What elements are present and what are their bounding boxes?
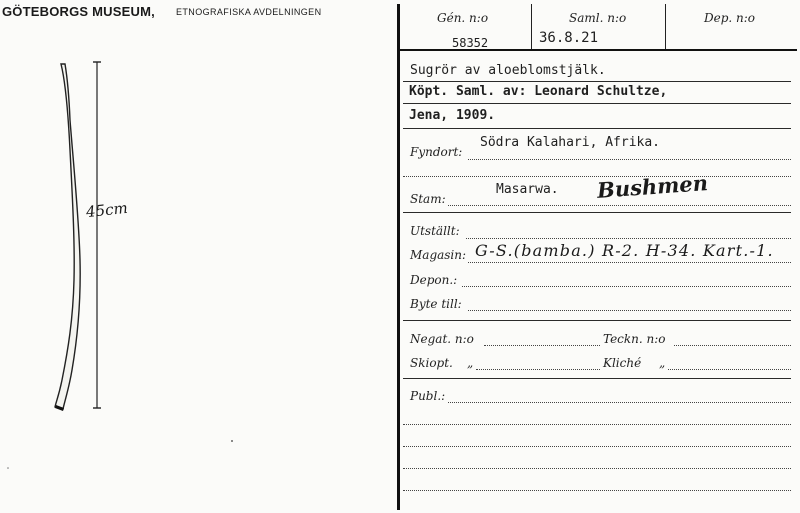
blank-line	[403, 446, 791, 447]
depon-line	[462, 286, 791, 287]
description-line: Köpt. Saml. av: Leonard Schultze,	[409, 84, 668, 99]
card-left-border	[397, 4, 400, 510]
byte-till-label: Byte till:	[410, 297, 462, 311]
depon-label: Depon.:	[410, 273, 458, 287]
fyndort-line	[468, 159, 791, 160]
teckn-label: Teckn. n:o	[603, 332, 666, 346]
stam-value: Masarwa.	[496, 182, 559, 197]
top-row-divider	[531, 4, 532, 49]
top-row-divider	[665, 4, 666, 49]
blank-line	[403, 468, 791, 469]
object-drawing	[0, 0, 395, 513]
skiopt-line	[476, 369, 600, 370]
negat-label: Negat. n:o	[410, 332, 474, 346]
magasin-line	[468, 262, 791, 263]
saml-no-value: 36.8.21	[539, 30, 599, 46]
section-rule	[403, 378, 791, 379]
negat-line	[484, 345, 600, 346]
description-line: Sugrör av aloeblomstjälk.	[410, 63, 606, 78]
paper-speck	[231, 440, 233, 442]
museum-name: GÖTEBORGS MUSEUM,	[2, 4, 155, 19]
gen-no-label: Gén. n:o	[437, 11, 489, 25]
kliche-ditto-mark: „	[659, 356, 666, 370]
ruled-line	[403, 128, 791, 129]
ruled-line	[403, 81, 791, 82]
stam-line	[448, 205, 791, 206]
gen-no-value: 58352	[452, 36, 489, 50]
blank-line	[403, 424, 791, 425]
blank-line	[403, 490, 791, 491]
byte-till-line	[468, 310, 791, 311]
skiopt-label: Skiopt.	[410, 356, 453, 370]
stam-label: Stam:	[410, 192, 446, 206]
paper-speck	[7, 467, 9, 469]
section-rule	[403, 212, 791, 213]
teckn-line	[674, 345, 791, 346]
dimension-label: 45cm	[85, 198, 129, 222]
utstallt-line	[466, 238, 791, 239]
object-outline	[55, 64, 80, 409]
section-rule	[403, 320, 791, 321]
dep-no-label: Dep. n:o	[704, 11, 756, 25]
saml-no-label: Saml. n:o	[569, 11, 627, 25]
publ-line	[448, 402, 791, 403]
utstallt-label: Utställt:	[410, 224, 460, 238]
kliche-line	[668, 369, 791, 370]
skiopt-ditto-mark: „	[467, 356, 474, 370]
kliche-label: Kliché	[603, 356, 642, 370]
ruled-line	[403, 103, 791, 104]
description-line: Jena, 1909.	[409, 108, 496, 123]
fyndort-value: Södra Kalahari, Afrika.	[480, 135, 661, 150]
magasin-label: Magasin:	[410, 248, 467, 262]
fyndort-label: Fyndort:	[410, 145, 463, 159]
department-name: ETNOGRAFISKA AVDELNINGEN	[176, 7, 322, 17]
stam-handwritten-note: Bushmen	[596, 170, 709, 203]
magasin-value: G-S.(bamba.) R-2. H-34. Kart.-1.	[475, 241, 774, 260]
publ-label: Publ.:	[410, 389, 446, 403]
